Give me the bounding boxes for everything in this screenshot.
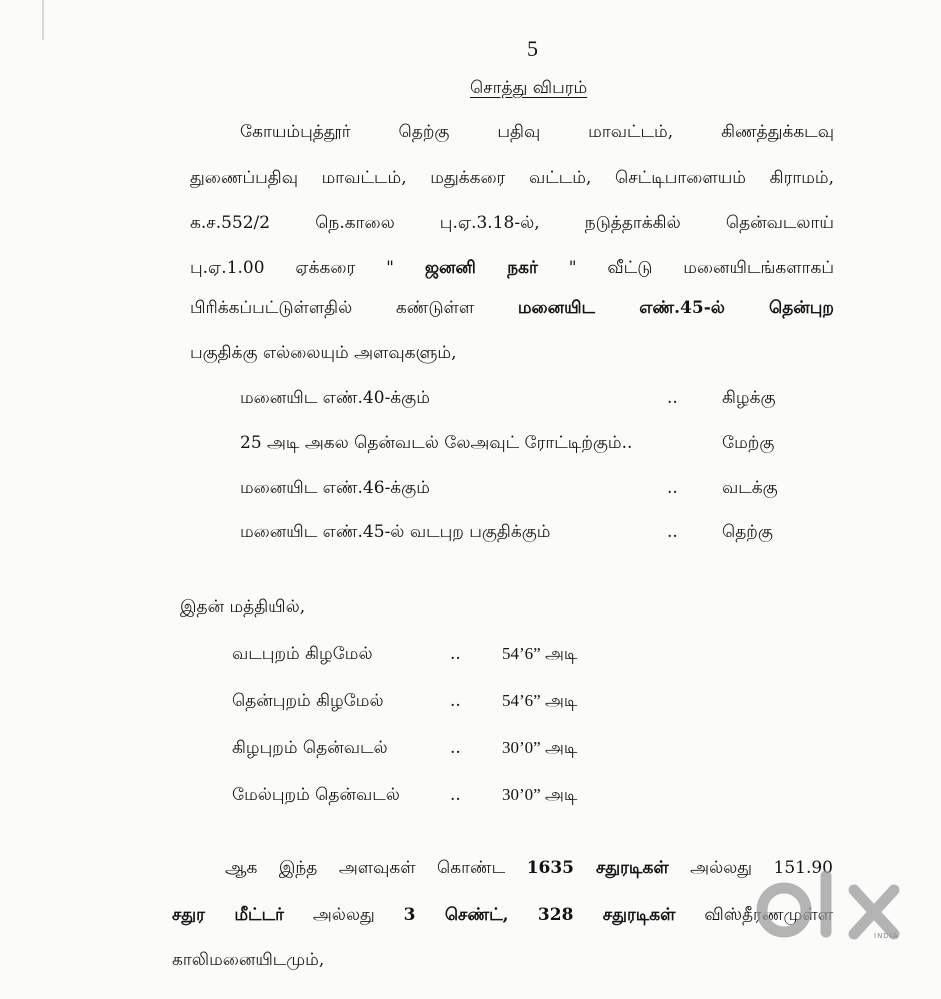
measurement-dots: .. xyxy=(450,738,461,758)
boundary-label: மனையிட எண்.45-ல் வடபுற பகுதிக்கும் xyxy=(240,522,551,542)
summary-line-3: காலிமனையிடமும், xyxy=(172,950,325,970)
boundary-label: மனையிட எண்.46-க்கும் xyxy=(240,478,430,498)
page-number: 5 xyxy=(527,36,538,61)
summary-line-1 xyxy=(225,858,833,880)
area-cents: 3 செண்ட், 328 சதுரடிகள் xyxy=(403,905,676,925)
measurement-dots: .. xyxy=(450,691,461,711)
measurement-unit: அடி xyxy=(544,644,578,664)
paragraph-line-4-part-2: " வீட்டு மனையிடங்களாகப் xyxy=(568,258,834,278)
scan-edge-mark xyxy=(42,0,44,40)
summary-line-2-part-1: அல்லது xyxy=(312,905,375,925)
boundary-direction: வடக்கு xyxy=(722,478,778,498)
boundary-direction: தெற்கு xyxy=(722,522,773,542)
measurement-value: 54’6” xyxy=(502,691,541,710)
boundary-direction: மேற்கு xyxy=(722,433,775,453)
measurement-value: 30’0” xyxy=(502,785,541,804)
paragraph-line-3: க.ச.552/2 நெ.காலை பு.ஏ.3.18-ல், நடுத்தாக்கில் தென்வடலாய் xyxy=(190,213,834,233)
measurement-unit: அடி xyxy=(544,691,578,711)
paragraph-line-6: பகுதிக்கு எல்லையும் அளவுகளும், xyxy=(190,343,457,363)
boundary-dots: .. xyxy=(667,388,678,408)
watermark-subtext: INDIA xyxy=(874,932,899,940)
measurement-unit: அடி xyxy=(544,785,578,805)
summary-line-1-part-1: ஆக இந்த அளவுகள் கொண்ட xyxy=(225,858,506,878)
document-heading: சொத்து விபரம் xyxy=(470,78,588,98)
paragraph-line-4-part-1: பு.ஏ.1.00 ஏக்கரை " xyxy=(190,258,394,278)
measurement-label: கிழபுறம் தென்வடல் xyxy=(232,738,388,758)
measurement-value-group xyxy=(502,785,577,807)
measurement-dots: .. xyxy=(450,785,461,805)
measurement-value-group xyxy=(502,691,577,713)
paragraph-line-5-part-1: பிரிக்கப்பட்டுள்ளதில் கண்டுள்ள xyxy=(190,298,475,318)
measurement-value-group xyxy=(502,644,577,666)
measurement-label: தென்புறம் கிழமேல் xyxy=(232,691,384,711)
boundary-label: 25 அடி அகல தென்வடல் லேஅவுட் ரோட்டிற்கும்.. xyxy=(240,433,633,453)
layout-name: ஜனனி நகர் xyxy=(424,258,538,278)
measurement-value: 30’0” xyxy=(502,738,541,757)
area-unit-square-meter: சதுர மீட்டர் xyxy=(172,905,284,925)
measurement-value-group xyxy=(502,738,577,760)
paragraph-line-4 xyxy=(190,258,834,280)
measurement-label: மேல்புறம் தென்வடல் xyxy=(232,785,400,805)
measurement-label: வடபுறம் கிழமேல் xyxy=(232,644,373,664)
paragraph-line-2: துணைப்பதிவு மாவட்டம், மதுக்கரை வட்டம், செட்டிபாளையம் கிராமம், xyxy=(190,168,834,188)
boundary-dots: .. xyxy=(667,522,678,542)
paragraph-line-1: கோயம்புத்தூர் தெற்கு பதிவு மாவட்டம், கிணத்துக்கடவு xyxy=(240,122,834,142)
summary-line-1-part-2: அல்லது 151.90 xyxy=(690,858,833,878)
area-square-feet: 1635 சதுரடிகள் xyxy=(526,858,669,878)
boundary-label: மனையிட எண்.40-க்கும் xyxy=(240,388,430,408)
plot-reference: மனையிட எண்.45-ல் தென்புற xyxy=(517,298,835,318)
summary-line-2-part-2: விஸ்தீரணமுள்ள xyxy=(704,905,834,925)
measurements-intro: இதன் மத்தியில், xyxy=(180,597,306,617)
summary-line-2 xyxy=(172,905,833,927)
measurement-unit: அடி xyxy=(544,738,578,758)
measurement-dots: .. xyxy=(450,644,461,664)
boundary-dots: .. xyxy=(667,478,678,498)
paragraph-line-5 xyxy=(190,298,834,320)
boundary-direction: கிழக்கு xyxy=(722,388,776,408)
measurement-value: 54’6” xyxy=(502,644,541,663)
